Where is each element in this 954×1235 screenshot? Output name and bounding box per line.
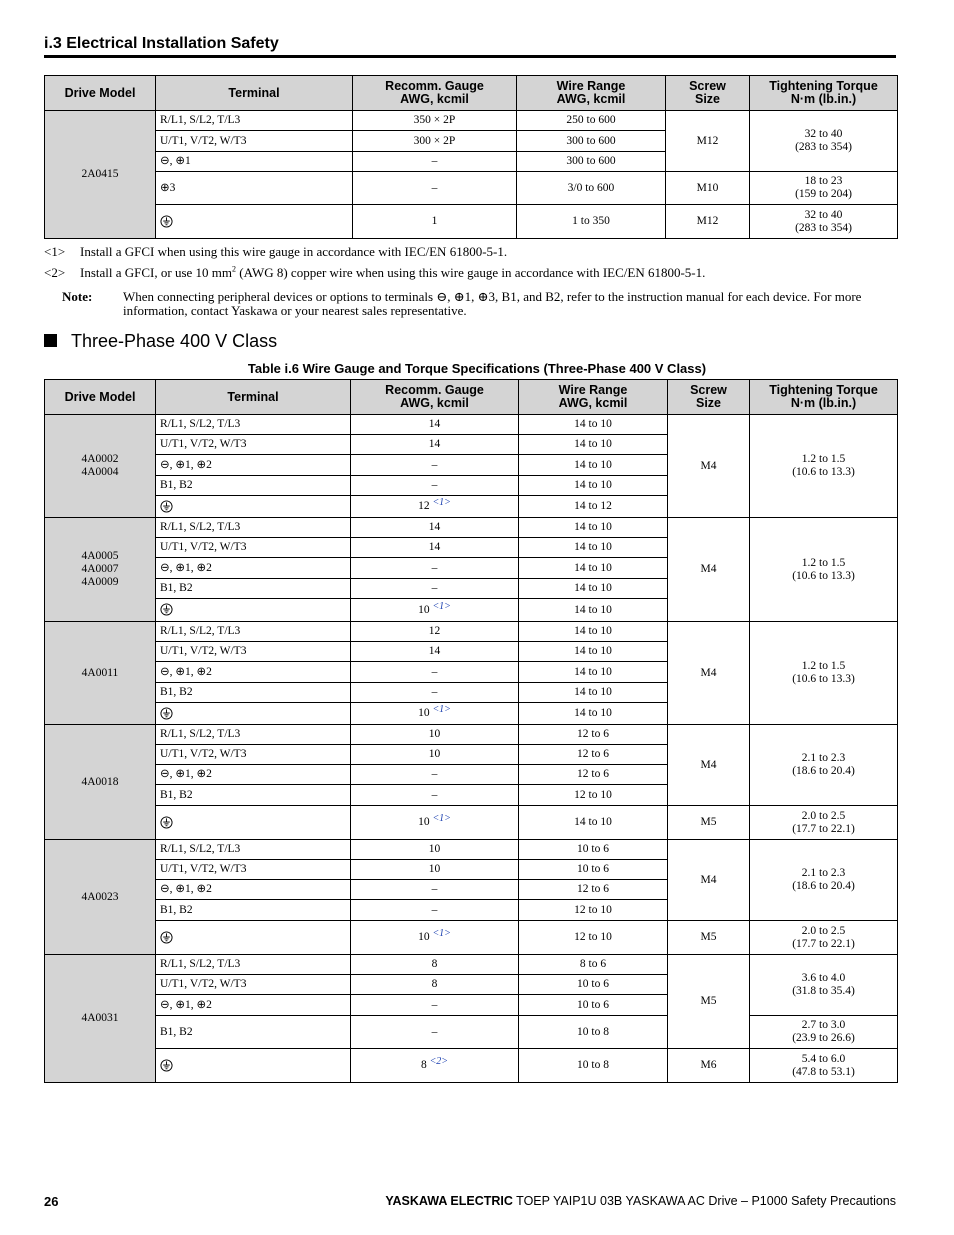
table2-body [45,415,898,1083]
gauge-cell: – [351,1016,519,1049]
gauge-cell: 10 [351,840,519,860]
col-header-recomm-gauge: Recomm. Gauge AWG, kcmil [351,380,519,415]
gauge-cell: – [351,900,519,921]
range-cell: 14 to 10 [519,558,668,579]
ground-icon [160,931,173,944]
section-title: i.3 Electrical Installation Safety [44,35,279,52]
table-row [45,518,898,538]
gauge-cell: 350 × 2P [353,111,517,131]
terminal-cell: U/T1, V/T2, W/T3 [156,975,351,995]
ground-icon [160,500,173,513]
col-header-drive-model: Drive Model [45,76,156,111]
table-row [45,172,898,205]
table-row [45,921,898,955]
range-cell: 12 to 6 [519,880,668,900]
terminal-cell: U/T1, V/T2, W/T3 [156,745,351,765]
range-cell: 14 to 10 [519,806,668,840]
range-cell: 14 to 10 [519,538,668,558]
footnote-ref[interactable]: <1> [432,600,451,612]
wire-spec-table-200v [44,75,898,239]
terminal-cell: ⊖, ⊕1, ⊕2 [156,558,351,579]
col-header-screw-size: Screw Size [666,76,750,111]
gauge-cell: 8 [351,975,519,995]
range-cell: 12 to 6 [519,725,668,745]
ground-icon [160,603,173,616]
range-cell: 10 to 6 [519,840,668,860]
screw-cell: M10 [666,172,750,205]
drive-model-cell: 4A0023 [45,840,156,955]
col-header-terminal: Terminal [156,380,351,415]
range-cell: 12 to 10 [519,900,668,921]
gauge-cell: 14 [351,538,519,558]
torque-cell: 2.1 to 2.3 (18.6 to 20.4) [750,840,898,921]
footnote-2 [44,265,705,281]
torque-cell: 1.2 to 1.5 (10.6 to 13.3) [750,415,898,518]
gauge-cell: – [353,172,517,205]
screw-cell: M12 [666,111,750,172]
table-row [45,806,898,840]
col-header-drive-model: Drive Model [45,380,156,415]
screw-cell: M4 [668,840,750,921]
terminal-cell: U/T1, V/T2, W/T3 [156,642,351,662]
ground-icon [160,816,173,829]
terminal-cell: B1, B2 [156,900,351,921]
screw-cell: M12 [666,205,750,239]
terminal-cell [156,921,351,955]
terminal-cell: ⊖, ⊕1 [156,152,353,172]
terminal-cell: R/L1, S/L2, T/L3 [156,518,351,538]
table-row [45,725,898,745]
range-cell: 10 to 6 [519,975,668,995]
terminal-cell: R/L1, S/L2, T/L3 [156,840,351,860]
table-row [45,955,898,975]
screw-cell: M5 [668,806,750,840]
terminal-cell: ⊖, ⊕1, ⊕2 [156,880,351,900]
subsection-title: Three-Phase 400 V Class [71,331,278,351]
col-header-tightening-torque: Tightening Torque N·m (lb.in.) [750,380,898,415]
drive-model-cell: 4A0011 [45,622,156,725]
torque-cell: 1.2 to 1.5 (10.6 to 13.3) [750,518,898,622]
terminal-cell [156,1049,351,1083]
range-cell: 14 to 10 [519,518,668,538]
note-label: Note: [62,289,93,304]
terminal-cell [156,599,351,622]
range-cell: 10 to 6 [519,995,668,1016]
range-cell: 10 to 6 [519,860,668,880]
terminal-cell [156,703,351,725]
col-header-wire-range: Wire Range AWG, kcmil [519,380,668,415]
footnote-text: Install a GFCI when using this wire gauge in accordance with IEC/EN 61800-5-1. [80,244,508,259]
gauge-cell: 14 [351,518,519,538]
table-row [45,840,898,860]
table-header-row [45,380,898,415]
terminal-cell: U/T1, V/T2, W/T3 [156,860,351,880]
torque-cell: 2.0 to 2.5 (17.7 to 22.1) [750,806,898,840]
note-text: When connecting peripheral devices or options to terminals ⊖, ⊕1, ⊕3, B1, and B2, refer to the instruction manual for each device. For more information, contact Yaskawa or your nearest sales representative. [123,289,862,318]
col-header-recomm-gauge: Recomm. Gauge AWG, kcmil [353,76,517,111]
square-bullet-icon [44,334,57,347]
gauge-cell: 10 <1> [351,806,519,840]
col-header-tightening-torque: Tightening Torque N·m (lb.in.) [750,76,898,111]
gauge-cell: 14 [351,642,519,662]
screw-cell: M6 [668,1049,750,1083]
terminal-cell: U/T1, V/T2, W/T3 [156,435,351,455]
terminal-cell [156,806,351,840]
terminal-cell: B1, B2 [156,683,351,703]
gauge-cell: – [353,152,517,172]
terminal-cell: B1, B2 [156,1016,351,1049]
range-cell: 14 to 10 [519,599,668,622]
footer-doc-title: TOEP YAIP1U 03B YASKAWA AC Drive – P1000 Safety Precautions [516,1194,896,1208]
gauge-cell: – [351,683,519,703]
range-cell: 300 to 600 [517,152,666,172]
terminal-cell: ⊖, ⊕1, ⊕2 [156,662,351,683]
terminal-cell: B1, B2 [156,476,351,496]
gauge-cell: 10 <1> [351,599,519,622]
terminal-cell: U/T1, V/T2, W/T3 [156,131,353,152]
drive-model-cell: 4A0018 [45,725,156,840]
gauge-cell: 10 <1> [351,921,519,955]
range-cell: 12 to 10 [519,921,668,955]
terminal-cell: R/L1, S/L2, T/L3 [156,955,351,975]
gauge-cell: 12 <1> [351,496,519,518]
footer-brand: YASKAWA ELECTRIC [385,1194,513,1208]
terminal-cell: R/L1, S/L2, T/L3 [156,111,353,131]
gauge-cell: – [351,785,519,806]
range-cell: 14 to 10 [519,415,668,435]
table-row [45,415,898,435]
footnote-ref[interactable]: <1> [432,704,451,715]
torque-cell: 3.6 to 4.0 (31.8 to 35.4) [750,955,898,1016]
gauge-cell: – [351,579,519,599]
drive-model-cell: 4A0031 [45,955,156,1083]
table-row [45,111,898,131]
col-header-screw-size: Screw Size [668,380,750,415]
torque-cell: 32 to 40 (283 to 354) [750,111,898,172]
gauge-cell: 10 [351,745,519,765]
screw-cell: M4 [668,725,750,806]
section-header [44,35,896,58]
drive-model-cell: 4A0005 4A0007 4A0009 [45,518,156,622]
screw-cell: M4 [668,518,750,622]
range-cell: 1 to 350 [517,205,666,239]
torque-cell: 1.2 to 1.5 (10.6 to 13.3) [750,622,898,725]
range-cell: 300 to 600 [517,131,666,152]
range-cell: 14 to 10 [519,579,668,599]
gauge-cell: 12 [351,622,519,642]
range-cell: 14 to 10 [519,476,668,496]
terminal-cell: R/L1, S/L2, T/L3 [156,622,351,642]
gauge-cell: 10 [351,860,519,880]
terminal-cell: B1, B2 [156,579,351,599]
gauge-cell: 10 <1> [351,703,519,725]
range-cell: 10 to 8 [519,1016,668,1049]
ground-icon [160,215,173,228]
terminal-cell: ⊖, ⊕1, ⊕2 [156,995,351,1016]
gauge-cell: – [351,455,519,476]
gauge-cell: – [351,662,519,683]
range-cell: 12 to 6 [519,745,668,765]
range-cell: 14 to 10 [519,455,668,476]
drive-model-cell: 4A0002 4A0004 [45,415,156,518]
col-header-wire-range: Wire Range AWG, kcmil [517,76,666,111]
footnote-ref[interactable]: <1> [432,497,451,508]
torque-cell: 5.4 to 6.0 (47.8 to 53.1) [750,1049,898,1083]
table-row [45,1016,898,1049]
terminal-cell: U/T1, V/T2, W/T3 [156,538,351,558]
gauge-cell: – [351,880,519,900]
terminal-cell: ⊕3 [156,172,353,205]
ground-icon [160,707,173,720]
range-cell: 250 to 600 [517,111,666,131]
terminal-cell [156,496,351,518]
range-cell: 12 to 10 [519,785,668,806]
gauge-cell: – [351,476,519,496]
range-cell: 3/0 to 600 [517,172,666,205]
terminal-cell: R/L1, S/L2, T/L3 [156,415,351,435]
gauge-cell: 8 [351,955,519,975]
col-header-terminal: Terminal [156,76,353,111]
gauge-cell: 14 [351,435,519,455]
range-cell: 14 to 10 [519,435,668,455]
range-cell: 14 to 12 [519,496,668,518]
footnote-label: <1> [44,244,66,259]
screw-cell: M5 [668,921,750,955]
range-cell: 14 to 10 [519,662,668,683]
range-cell: 10 to 8 [519,1049,668,1083]
gauge-cell: 1 [353,205,517,239]
range-cell: 12 to 6 [519,765,668,785]
gauge-cell: – [351,765,519,785]
torque-cell: 2.7 to 3.0 (23.9 to 26.6) [750,1016,898,1049]
torque-cell: 2.0 to 2.5 (17.7 to 22.1) [750,921,898,955]
range-cell: 14 to 10 [519,622,668,642]
terminal-cell [156,205,353,239]
gauge-cell: 10 [351,725,519,745]
ground-icon [160,1059,173,1072]
table-row [45,622,898,642]
gauge-cell: 300 × 2P [353,131,517,152]
torque-cell: 32 to 40 (283 to 354) [750,205,898,239]
gauge-cell: 8 <2> [351,1049,519,1083]
footer-doc-info [385,1194,896,1208]
gauge-cell: – [351,558,519,579]
footnote-label: <2> [44,265,66,281]
range-cell: 8 to 6 [519,955,668,975]
note [62,290,898,318]
terminal-cell: ⊖, ⊕1, ⊕2 [156,765,351,785]
torque-cell: 2.1 to 2.3 (18.6 to 20.4) [750,725,898,806]
screw-cell: M4 [668,415,750,518]
footnote-1 [44,244,507,260]
range-cell: 14 to 10 [519,703,668,725]
torque-cell: 18 to 23 (159 to 204) [750,172,898,205]
table-row [45,1049,898,1083]
range-cell: 14 to 10 [519,683,668,703]
footnote-ref[interactable]: <1> [432,813,451,824]
page-number: 26 [44,1194,59,1209]
subsection-heading [44,331,277,352]
range-cell: 14 to 10 [519,642,668,662]
wire-spec-table-400v [44,379,898,1083]
table-header-row [45,76,898,111]
footnote-ref[interactable]: <2> [429,1056,449,1067]
table-caption: Table i.6 Wire Gauge and Torque Specifications (Three-Phase 400 V Class) [247,361,707,376]
gauge-cell: – [351,995,519,1016]
screw-cell: M4 [668,622,750,725]
table-row [45,205,898,239]
screw-cell: M5 [668,955,750,1049]
terminal-cell: B1, B2 [156,785,351,806]
gauge-cell: 14 [351,415,519,435]
terminal-cell: R/L1, S/L2, T/L3 [156,725,351,745]
terminal-cell: ⊖, ⊕1, ⊕2 [156,455,351,476]
drive-model-cell: 2A0415 [45,111,156,239]
footnote-ref[interactable]: <1> [432,928,451,939]
footnote-text: Install a GFCI, or use 10 $mm^2$ (AWG 8) copper wire when using this wire gauge in accordance with IEC/EN 61800-5-1. [80,265,706,281]
